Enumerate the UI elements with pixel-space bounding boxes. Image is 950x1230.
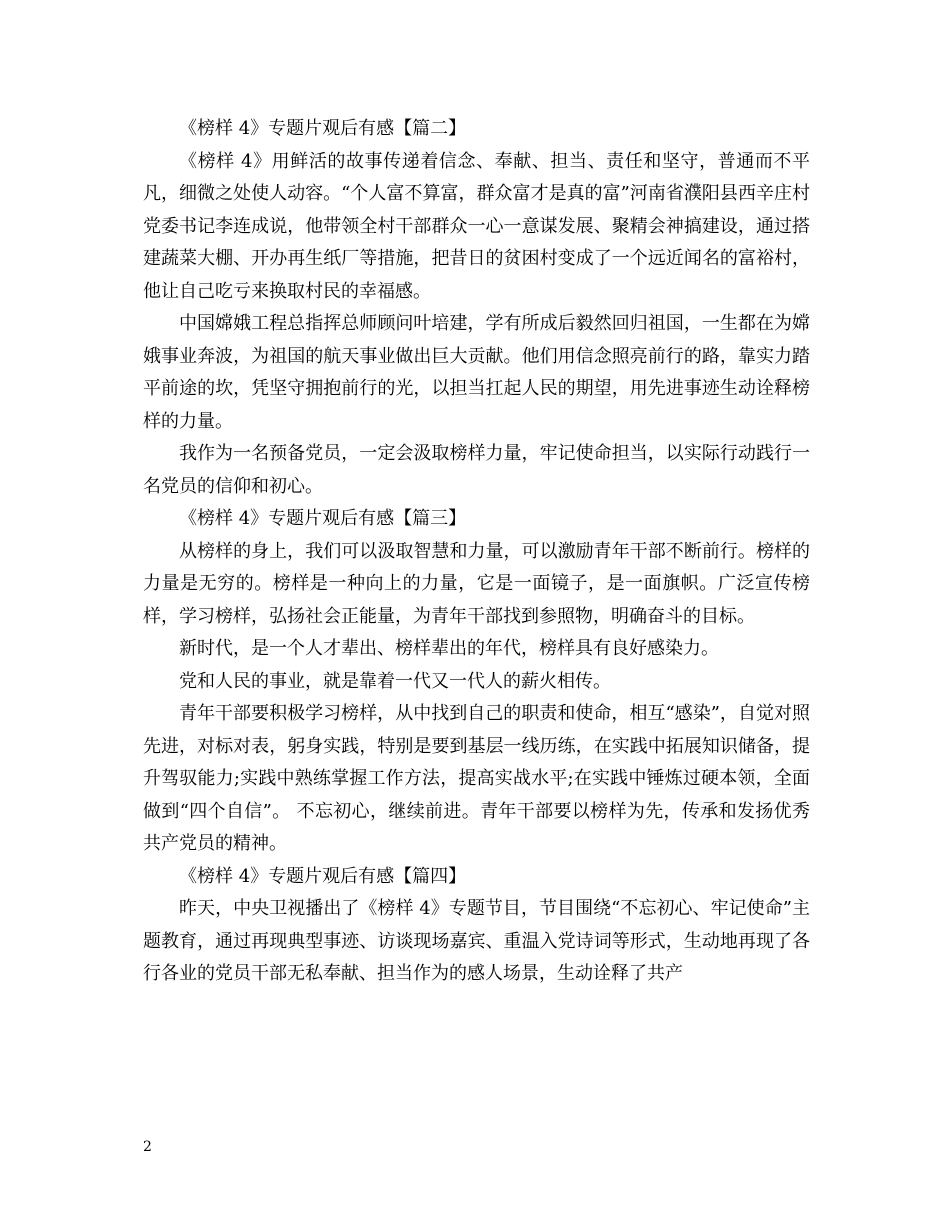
document-body [143, 113, 810, 991]
body-paragraph: 昨天，中央卫视播出了《榜样 4》专题节目，节目围绕“不忘初心、牢记使命”主题教育，通过再现典型事迹、访谈现场嘉宾、重温入党诗词等形式，生动地再现了各行各业的党员干部无私奉献、担当作为的感人场景，生动诠释了共产 [143, 898, 810, 984]
body-paragraph: 我作为一名预备党员，一定会汲取榜样力量，牢记使命担当，以实际行动践行一名党员的信仰和初心。 [143, 443, 810, 497]
section-heading-4: 《榜样 4》专题片观后有感【篇四】 [179, 865, 467, 887]
body-paragraph: 中国嫦娥工程总指挥总师顾问叶培建，学有所成后毅然回归祖国，一生都在为嫦娥事业奔波，为祖国的航天事业做出巨大贡献。他们用信念照亮前行的路，靠实力踏平前途的坎，凭坚守拥抱前行的光，以担当扛起人民的期望，用先进事迹生动诠释榜样的力量。 [143, 313, 810, 432]
body-paragraph: 《榜样 4》用鲜活的故事传递着信念、奉献、担当、责任和坚守，普通而不平凡，细微之处使人动容。“个人富不算富，群众富才是真的富”河南省濮阳县西辛庄村党委书记李连成说，他带领全村干部群众一心一意谋发展、聚精会神搞建设，通过搭建蔬菜大棚、开办再生纸厂等措施，把昔日的贫困村变成了一个远近闻名的富裕村，他让自己吃亏来换取村民的幸福感。 [143, 150, 810, 302]
body-paragraph: 新时代，是一个人才辈出、榜样辈出的年代，榜样具有良好感染力。 [179, 638, 719, 659]
body-paragraph: 党和人民的事业，就是靠着一代又一代人的薪火相传。 [179, 670, 611, 692]
section-heading-2: 《榜样 4》专题片观后有感【篇二】 [179, 118, 467, 139]
section-heading-3: 《榜样 4》专题片观后有感【篇三】 [179, 508, 467, 529]
page-number: 2 [143, 1139, 152, 1155]
body-paragraph: 青年干部要积极学习榜样，从中找到自己的职责和使命，相互“感染”，自觉对照先进，对标对表，躬身实践，特别是要到基层一线历练，在实践中拓展知识储备，提升驾驭能力;实践中熟练掌握工作方法，提高实战水平;在实践中锤炼过硬本领，全面做到“四个自信”。 不忘初心，继续前进。青年干部要以榜样为先，传承和发扬优秀共产党员的精神。 [143, 703, 810, 854]
body-paragraph: 从榜样的身上，我们可以汲取智慧和力量，可以激励青年干部不断前行。榜样的力量是无穷的。榜样是一种向上的力量，它是一面镜子，是一面旗帜。广泛宣传榜样，学习榜样，弘扬社会正能量，为青年干部找到参照物，明确奋斗的目标。 [143, 540, 810, 627]
